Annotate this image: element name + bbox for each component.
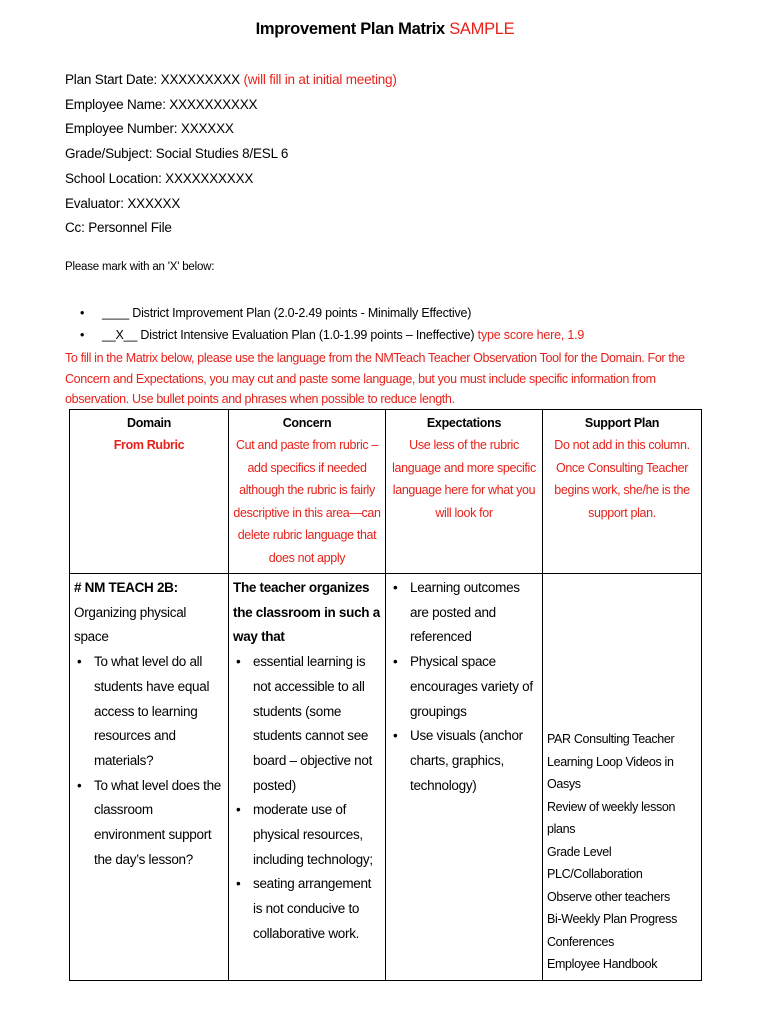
plan-start-label: Plan Start Date: XXXXXXXXX [65, 72, 244, 87]
list-item: • To what level does the classroom environment support the day’s lesson? [74, 774, 224, 873]
header-support-plan [543, 410, 702, 574]
header-title: Domain [126, 416, 172, 430]
header-note: Use less of the rubric language and more specific language here for what you will look for [392, 438, 536, 520]
school-location: School Location: XXXXXXXXXX [65, 170, 254, 186]
mark-instruction: Please mark with an 'X' below: [65, 261, 215, 273]
option-text: ____ District Improvement Plan (2.0-2.49 points - Minimally Effective) [102, 306, 472, 320]
expectations-bullets [390, 576, 538, 798]
header-note: Do not add in this column. Once Consulting Teacher begins work, she/he is the support plan. [554, 438, 690, 520]
list-item: • To what level do all students have equal access to learning resources and materials? [74, 650, 224, 774]
employee-info-block [65, 68, 397, 241]
matrix-instructions: To fill in the Matrix below, please use the language from the NMTeach Teacher Observation Tool for the Domain. For the Concern and Expectations, you may cut and paste some language, but you must include specific information from observation. Use bullet points and phrases when possible to reduce length. [65, 351, 685, 406]
improvement-matrix-table [69, 409, 702, 981]
concern-bullets [233, 650, 381, 946]
option-text: __X__ District Intensive Evaluation Plan (1.0-1.99 points – Ineffective) [102, 328, 478, 342]
concern-lead: The teacher organizes the classroom in such a way that [233, 580, 380, 645]
page-title [0, 20, 770, 39]
plan-start-note: (will fill in at initial meeting) [243, 72, 397, 87]
list-item: • essential learning is not accessible to all students (some students cannot see board – objective not posted) [233, 650, 381, 798]
bullet-icon: • [80, 328, 85, 342]
list-item: • Use visuals (anchor charts, graphics, technology) [390, 724, 538, 798]
matrix-header-row [70, 410, 702, 574]
title-main: Improvement Plan Matrix [255, 20, 450, 38]
domain-cell [70, 574, 229, 981]
plan-start-date [65, 68, 397, 93]
expectations-cell [386, 574, 543, 981]
list-item: Learning Loop Videos in Oasys [547, 754, 674, 791]
grade-subject: Grade/Subject: Social Studies 8/ESL 6 [65, 146, 289, 162]
support-plan-list [547, 576, 697, 976]
domain-name: Organizing physical space [74, 604, 187, 645]
domain-code: # NM TEACH 2B: [74, 580, 178, 595]
header-expectations [386, 410, 543, 574]
list-item: • seating arrangement is not conducive to collaborative work. [233, 872, 381, 946]
cc-line: Cc: Personnel File [65, 220, 172, 236]
list-item: • Physical space encourages variety of groupings [390, 650, 538, 724]
plan-options [80, 302, 584, 346]
header-note: Cut and paste from rubric – add specifics if needed although the rubric is fairly descriptive in this area—can delete rubric language that does not apply [233, 438, 381, 565]
list-item: • moderate use of physical resources, including technology; [233, 798, 381, 872]
support-plan-cell [543, 574, 702, 981]
matrix-body-row [70, 574, 702, 981]
header-title: Support Plan [584, 416, 660, 430]
list-item: Employee Handbook [547, 957, 658, 971]
list-item: PAR Consulting Teacher [547, 732, 675, 746]
evaluator: Evaluator: XXXXXX [65, 195, 181, 211]
domain-bullets [74, 650, 224, 872]
concern-cell [229, 574, 386, 981]
domain-heading [74, 576, 224, 650]
header-concern [229, 410, 386, 574]
header-title: Concern [282, 416, 332, 430]
list-item: Review of weekly lesson plans [547, 799, 676, 836]
list-item: Grade Level PLC/Collaboration [547, 844, 643, 881]
title-sample-tag: SAMPLE [449, 20, 515, 38]
bullet-icon: • [80, 306, 85, 320]
list-item: Observe other teachers [547, 889, 670, 904]
header-title: Expectations [426, 416, 502, 430]
header-domain [70, 410, 229, 574]
option-improvement-plan [80, 302, 584, 324]
employee-number: Employee Number: XXXXXX [65, 121, 234, 137]
employee-name: Employee Name: XXXXXXXXXX [65, 96, 258, 112]
option-score-note: type score here, 1.9 [477, 328, 585, 342]
list-item: • Learning outcomes are posted and referenced [390, 576, 538, 650]
list-item: Bi-Weekly Plan Progress Conferences [547, 912, 677, 949]
header-note: From Rubric [113, 438, 185, 452]
option-intensive-evaluation-plan [80, 324, 584, 346]
